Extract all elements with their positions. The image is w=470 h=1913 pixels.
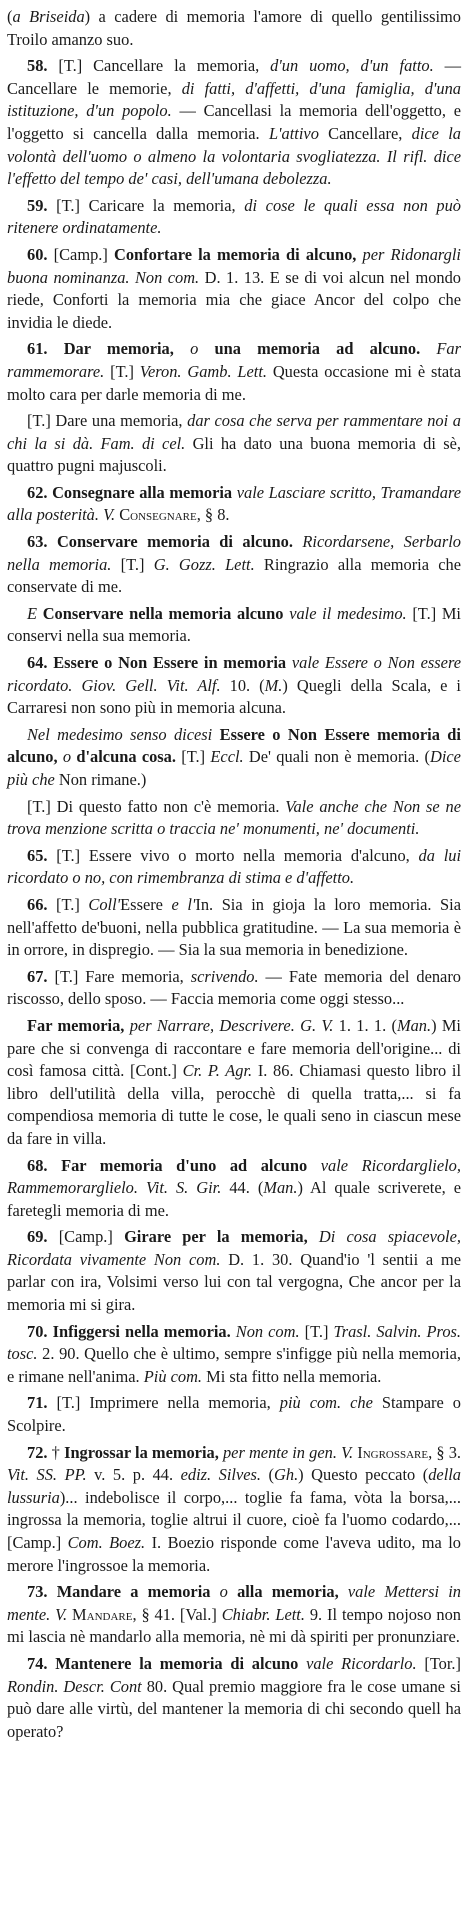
- text-segment: [339, 1582, 348, 1601]
- text-segment: — Fate memoria del denaro riscosso, dello sposo. — Faccia memoria come oggi stesso...: [7, 966, 461, 1009]
- text-segment: [T.]: [47, 894, 89, 914]
- bold-headword: Conservare memoria di alcuno.: [56, 532, 293, 552]
- cross-reference: Mandare: [72, 1604, 133, 1624]
- italic-segment: vale Lasciare scritto, Tramandare alla posterità. V.: [7, 482, 461, 525]
- entry-number: 65.: [27, 845, 48, 865]
- text-segment: 9. Il tempo nojoso non mi lascia nè mandarlo alla memoria, nè mi dà spiriti per pronunziare.: [7, 1604, 462, 1647]
- entry-number: 64.: [27, 653, 48, 673]
- entry-number: 68.: [27, 1155, 48, 1175]
- sub-paragraph: [7, 796, 461, 841]
- text-segment: [Tor.]: [416, 1653, 461, 1673]
- continued-paragraph: [7, 6, 461, 51]
- text-segment: 80. Qual premio maggiore fra le cose umane si può dare alle virtù, del mantener la memoria di chi secondo quell ha operato?: [7, 1676, 461, 1741]
- dictionary-entry: [7, 1581, 461, 1649]
- dictionary-entry: [7, 1155, 461, 1223]
- text-segment: , § 41. [Val.]: [132, 1604, 222, 1624]
- text-segment: [228, 1582, 237, 1601]
- text-segment: — Cancellasi la memoria dell'oggetto, e l'oggetto si cancella dalla memoria.: [7, 101, 461, 143]
- italic-segment: per Narrare, Descrivere. G. V.: [129, 1015, 334, 1035]
- text-segment: 1. 1. 1. (: [333, 1015, 397, 1035]
- italic-segment: Man.: [396, 1015, 432, 1035]
- text-segment: [174, 339, 190, 358]
- text-segment: D. 1. 13. E se di voi alcun nel mondo riede, Conforti la memoria mia che giace Ancor del colpo che invidia le diede.: [7, 267, 461, 332]
- italic-segment: M.: [264, 675, 283, 695]
- text-segment: Stampare o Scolpire.: [7, 1393, 461, 1436]
- text-segment: Mi sta fitto nella memoria.: [202, 1366, 382, 1386]
- bold-headword: una memoria ad alcuno.: [214, 339, 421, 359]
- text-segment: [T.] Dare una memoria,: [27, 411, 188, 431]
- italic-segment: Vit. SS. PP.: [7, 1465, 87, 1485]
- italic-segment: da lui ricordato o no, con rimembranza di stima e d'affetto.: [7, 845, 461, 888]
- text-segment: [307, 1156, 321, 1175]
- text-segment: [48, 532, 57, 551]
- dictionary-entry: [7, 894, 461, 962]
- italic-segment: dar cosa che serva per rammentare noi a chi la si dà. Fam. di cel.: [7, 411, 461, 453]
- text-segment: [T.]: [299, 1321, 334, 1341]
- text-segment: I. Boezio risponde come l'aveva udito, ma lo merore l'ingrossoe la memoria.: [7, 1533, 461, 1575]
- text-segment: [T.]: [104, 361, 140, 381]
- italic-segment: Veron. Gamb. Lett.: [139, 361, 267, 381]
- text-segment: [308, 1227, 319, 1246]
- dictionary-entry: [7, 1442, 461, 1578]
- italic-segment: Eccl.: [210, 747, 244, 767]
- bold-headword: Consegnare alla memoria: [52, 482, 233, 502]
- dictionary-entry: [7, 845, 461, 890]
- text-segment: (: [261, 1465, 275, 1485]
- italic-segment: Vale anche che Non se ne trova menzione scritta o traccia ne' monumenti, ne' documenti.: [7, 796, 461, 839]
- text-segment: ) Questo peccato (: [298, 1465, 429, 1485]
- entry-number: 62.: [27, 482, 48, 502]
- italic-segment: Cr. P. Agr.: [182, 1061, 253, 1081]
- bold-headword: Far memoria d'uno ad alcuno: [61, 1155, 308, 1175]
- text-segment: Questa occasione mi è stata molto cara per darle memoria di me.: [7, 361, 461, 404]
- text-segment: (: [7, 7, 13, 26]
- text-segment: [T.] Di questo fatto non c'è memoria.: [27, 796, 286, 816]
- italic-segment: Non com.: [235, 1321, 300, 1341]
- bold-headword: Girare per la memoria,: [124, 1227, 308, 1247]
- entry-number: 73.: [27, 1582, 48, 1602]
- bold-headword: Ingrossar la memoria,: [64, 1442, 219, 1462]
- entry-number: 69.: [27, 1227, 48, 1247]
- italic-segment: della lussuria: [7, 1465, 461, 1507]
- bold-headword: d'alcuna cosa.: [76, 747, 176, 767]
- dictionary-entry: [7, 1226, 461, 1316]
- entry-number: 59.: [27, 195, 48, 215]
- bold-headword: Mandare a memoria: [56, 1582, 211, 1602]
- italic-segment: G. Gozz. Lett.: [153, 554, 255, 574]
- italic-segment: per Ridonargli buona nominanza. Non com.: [7, 244, 461, 287]
- text-segment: , § 8.: [196, 505, 230, 525]
- dictionary-entry: [7, 966, 461, 1011]
- text-segment: [48, 1582, 57, 1601]
- italic-segment: e l': [171, 894, 196, 914]
- sub-paragraph: [7, 603, 461, 648]
- entry-number: 63.: [27, 532, 48, 552]
- italic-segment: E: [27, 603, 38, 623]
- italic-segment: vale Mettersi in mente. V.: [7, 1582, 461, 1624]
- italic-segment: Nel medesimo senso dicesi: [27, 724, 213, 744]
- text-segment: [210, 1582, 219, 1601]
- text-segment: De' quali non è memoria. (: [243, 747, 430, 767]
- italic-segment: o: [219, 1582, 228, 1602]
- entry-number: 70.: [27, 1321, 48, 1341]
- text-segment: Essere: [120, 894, 172, 914]
- italic-segment: vale Ricordarglielo, Rammemorarglielo. Vit. S. Gir.: [7, 1155, 461, 1198]
- text-segment: , § 3.: [428, 1442, 461, 1462]
- text-segment: [Camp.]: [47, 244, 114, 264]
- text-segment: 10. (: [220, 675, 265, 695]
- text-segment: ) Quegli della Scala, e i Carraresi non sono più in memoria alcuna.: [7, 675, 461, 718]
- text-segment: [Camp.]: [47, 1227, 125, 1247]
- bold-headword: Mantenere la memoria di alcuno: [55, 1653, 299, 1673]
- dictionary-entry: [7, 55, 461, 191]
- text-segment: ) Al quale scriverete, e faretegli memoria di me.: [7, 1178, 461, 1220]
- entry-number: 60.: [27, 244, 48, 264]
- text-segment: D. 1. 30. Quand'io 'l sentii a me parlar con ira, Volsimi verso lui con tal vergogna, Che ancor per la memoria mi si gira.: [7, 1249, 461, 1315]
- text-segment: Cancellare,: [318, 123, 412, 143]
- italic-segment: Man.: [263, 1178, 298, 1198]
- text-segment: [212, 725, 219, 744]
- entry-number: 66.: [27, 894, 48, 914]
- bold-headword: Dar memoria,: [63, 339, 174, 359]
- italic-segment: L'attivo: [268, 123, 319, 143]
- dictionary-entry: [7, 1321, 461, 1389]
- italic-segment: di cose le quali essa non può ritenere ordinatamente.: [7, 195, 462, 238]
- italic-segment: vale il medesimo.: [289, 603, 407, 623]
- dictionary-entry: [7, 195, 461, 240]
- text-segment: Gli ha dato una buona memoria di sè, quattro pugni majuscoli.: [7, 433, 461, 476]
- italic-segment: d'un uomo, d'un fatto.: [270, 56, 434, 76]
- text-segment: [T.] Cancellare la memoria,: [47, 56, 271, 76]
- text-segment: [293, 532, 302, 551]
- italic-segment: Trasl. Salvin. Pros. tosc.: [7, 1321, 461, 1364]
- text-segment: )... indebolisce il corpo,... toglie fa fama, vòta la borsa,... ingrossa la memoria, toglie altrui il cuore, cioè fa l'uomo codardo,... [Camp.]: [7, 1487, 461, 1552]
- text-segment: [198, 339, 214, 358]
- dictionary-entry: [7, 652, 461, 720]
- text-segment: ) a cadere di memoria l'amore di quello gentilissimo Troilo amanzo suo.: [7, 7, 461, 49]
- text-segment: 2. 90. Quello che è ultimo, sempre s'infigge più nella memoria, e rimane nell'anima.: [7, 1344, 461, 1386]
- italic-segment: o: [190, 339, 199, 359]
- italic-segment: o: [62, 747, 72, 767]
- text-segment: v. 5. p. 44.: [86, 1465, 181, 1485]
- bold-headword: Essere o Non Essere in memoria: [53, 653, 287, 673]
- italic-segment: vale Essere o Non essere ricordato. Giov. Gell. Vit. Alf.: [7, 653, 461, 695]
- text-segment: [48, 1156, 62, 1175]
- cross-reference: Ingrossare: [357, 1442, 429, 1462]
- dictionary-entry: [7, 338, 461, 406]
- entry-number: 67.: [27, 966, 48, 986]
- text-segment: [298, 1654, 306, 1673]
- text-segment: [T.] Imprimere nella memoria,: [47, 1393, 280, 1413]
- italic-segment: Dice più che: [7, 747, 461, 789]
- text-segment: [T.] Essere vivo o morto nella memoria d'alcuno,: [47, 845, 419, 865]
- text-segment: †: [47, 1442, 65, 1462]
- text-segment: ) Mi pare che si convenga di raccontare e fare memoria dell'origine... di così famosa città. [Cont.]: [7, 1015, 461, 1081]
- dictionary-entry: [7, 482, 461, 527]
- text-segment: 44. (: [221, 1178, 264, 1198]
- italic-segment: di fatti, d'affetti, d'una famiglia, d'una istituzione, d'un popolo.: [7, 78, 462, 121]
- italic-segment: Rondin. Descr. Cont: [7, 1676, 142, 1696]
- sub-paragraph: [7, 724, 461, 792]
- bold-headword: Infiggersi nella memoria.: [52, 1321, 231, 1341]
- bold-headword: alla memoria,: [237, 1582, 339, 1602]
- italic-segment: Chiabr. Lett.: [221, 1604, 305, 1624]
- italic-segment: Far rammemorare.: [7, 339, 461, 381]
- italic-segment: vale Ricordarlo.: [306, 1653, 417, 1673]
- text-segment: Ringrazio alla memoria che conservate di me.: [7, 554, 461, 597]
- italic-segment: dice la volontà dell'uomo o almeno la volontaria svogliatezza. Il rifl. dice l'effetto del tempo de' casi, dell'umana debolezza.: [7, 123, 461, 189]
- cross-reference: Consegnare: [119, 505, 197, 525]
- italic-segment: Di cosa spiacevole, Ricordata vivamente Non com.: [7, 1227, 461, 1269]
- italic-segment: scrivendo.: [190, 966, 259, 986]
- italic-segment: più com. che: [279, 1393, 373, 1413]
- text-segment: [420, 339, 436, 358]
- text-segment: — Cancellare le memorie,: [7, 56, 461, 98]
- text-segment: [T.] Caricare la memoria,: [47, 195, 245, 215]
- entry-number: 72.: [27, 1442, 48, 1462]
- bold-headword: Far memoria,: [27, 1015, 125, 1035]
- text-segment: [T.]: [175, 747, 211, 767]
- text-segment: I. 86. Chiamasi questo libro il libro dell'utilità della villa, perocchè di quella tratta,... si fa compendiosa memoria di tutte le cose, le quali seno in ciascun mese da fare in villa.: [7, 1061, 462, 1148]
- dictionary-entry: [7, 531, 461, 599]
- bold-headword: Essere o Non Essere memoria di alcuno,: [7, 724, 461, 767]
- italic-segment: Coll': [88, 894, 121, 914]
- entry-number: 74.: [27, 1653, 48, 1673]
- sub-paragraph: [7, 410, 461, 478]
- text-segment: [T.]: [111, 554, 154, 574]
- italic-segment: ediz. Silves.: [180, 1465, 262, 1485]
- text-segment: [T.] Fare memoria,: [47, 966, 191, 986]
- text-segment: Non rimane.): [54, 770, 147, 789]
- text-segment: [48, 339, 64, 358]
- entry-number: 71.: [27, 1393, 48, 1413]
- dictionary-entry: [7, 1653, 461, 1743]
- sub-paragraph: [7, 1015, 461, 1151]
- text-segment: In. Sia in gioja la loro memoria. Sia nell'affetto de'buoni, nella pubblica gratitudine. — La sua memoria è in orrore, in dispregio. — Sia la sua memoria in benedizione.: [7, 894, 461, 960]
- italic-segment: Ricordarsene, Serbarlo nella memoria.: [7, 532, 461, 574]
- entry-number: 58.: [27, 56, 48, 76]
- italic-segment: Gh.: [274, 1465, 299, 1485]
- text-segment: [T.] Mi conservi nella sua memoria.: [7, 603, 461, 646]
- dictionary-entry: [7, 1392, 461, 1437]
- dictionary-entry: [7, 244, 461, 334]
- italic-segment: Com. Boez.: [67, 1533, 146, 1552]
- italic-segment: per mente in gen. V.: [222, 1442, 354, 1462]
- italic-segment: Più com.: [143, 1366, 203, 1386]
- italic-segment: a Briseida: [12, 7, 85, 26]
- bold-headword: Conservare nella memoria alcuno: [42, 603, 284, 623]
- bold-headword: Confortare la memoria di alcuno,: [113, 244, 357, 264]
- entry-number: 61.: [27, 339, 48, 359]
